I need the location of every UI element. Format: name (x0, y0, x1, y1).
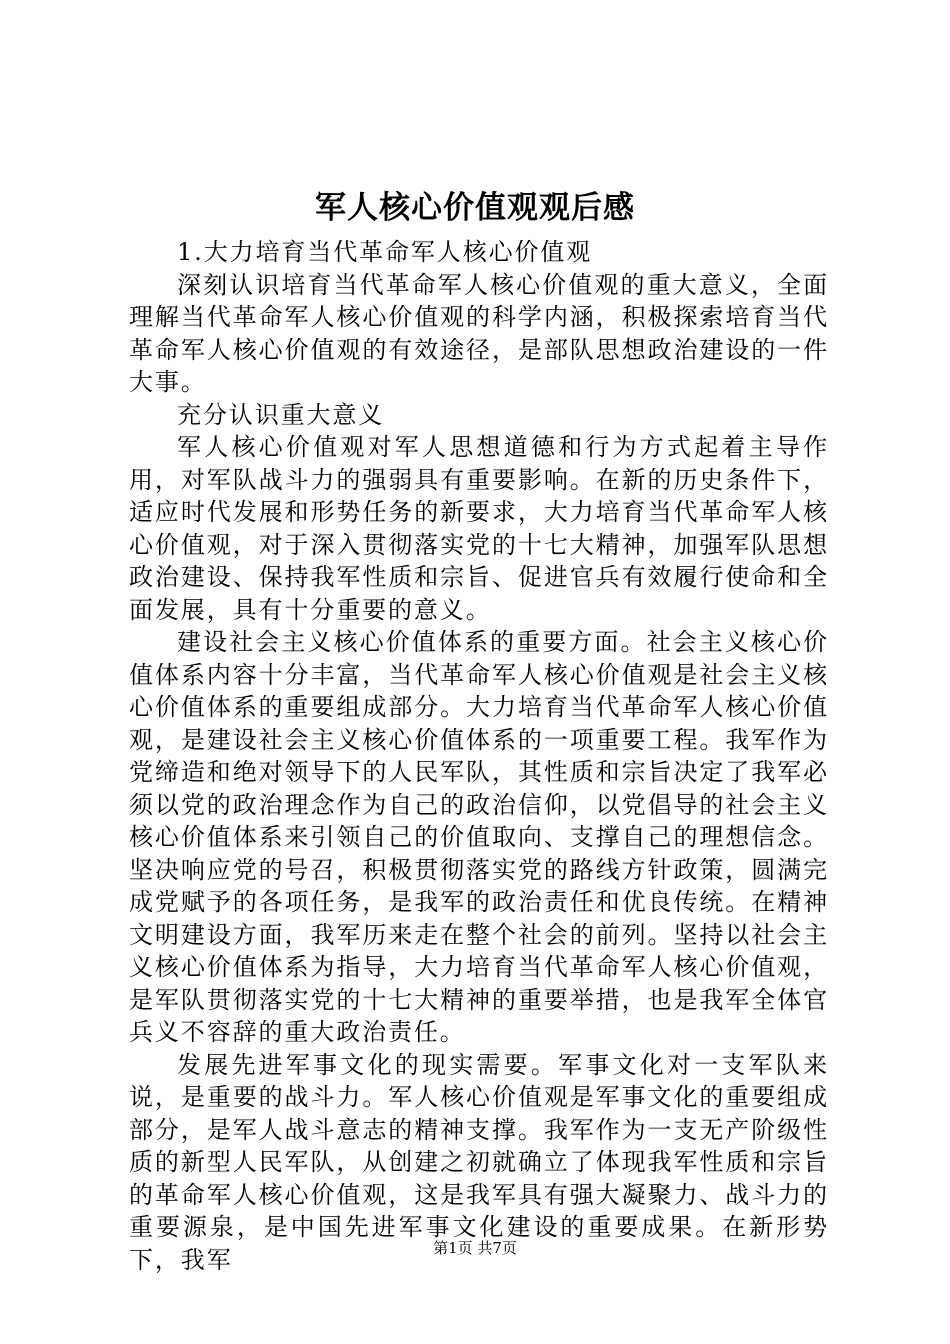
paragraph: 军人核心价值观对军人思想道德和行为方式起着主导作用，对军队战斗力的强弱具有重要影响。在新的历史条件下，适应时代发展和形势任务的新要求，大力培育当代革命军人核心价值观，对于深入贯彻落实党的十七大精神，加强军队思想政治建设、保持我军性质和宗旨、促进官兵有效履行使命和全面发展，具有十分重要的意义。 (129, 433, 829, 624)
paragraph: 建设社会主义核心价值体系的重要方面。社会主义核心价值体系内容十分丰富，当代革命军人核心价值观是社会主义核心价值体系的重要组成部分。大力培育当代革命军人核心价值观，是建设社会主义核心价值体系的一项重要工程。我军作为党缔造和绝对领导下的人民军队，其性质和宗旨决定了我军必须以党的政治理念作为自己的政治信仰，以党倡导的社会主义核心价值体系来引领自己的价值取向、支撑自己的理想信念。坚决响应党的号召，积极贯彻落实党的路线方针政策，圆满完成党赋予的各项任务，是我军的政治责任和优良传统。在精神文明建设方面，我军历来走在整个社会的前列。坚持以社会主义核心价值体系为指导，大力培育当代革命军人核心价值观，是军队贯彻落实党的十七大精神的重要举措，也是我军全体官兵义不容辞的重大政治责任。 (129, 628, 829, 1046)
paragraph-subheading: 充分认识重大意义 (177, 400, 385, 429)
document-title: 军人核心价值观观后感 (315, 190, 635, 226)
paragraph: 发展先进军事文化的现实需要。军事文化对一支军队来说，是重要的战斗力。军人核心价值观是军事文化的重要组成部分，是军人战斗意志的精神支撑。我军作为一支无产阶级性质的新型人民军队，从创建之初就确立了体现我军性质和宗旨的革命军人核心价值观，这是我军具有强大凝聚力、战斗力的重要源泉，是中国先进军事文化建设的重要成果。在新形势下，我军 (129, 1050, 829, 1274)
paragraph: 深刻认识培育当代革命军人核心价值观的重大意义，全面理解当代革命军人核心价值观的科学内涵，积极探索培育当代革命军人核心价值观的有效途径，是部队思想政治建设的一件大事。 (129, 270, 829, 396)
paragraph-heading-1: 1.大力培育当代革命军人核心价值观 (177, 238, 593, 266)
document-body (129, 236, 829, 1276)
page-footer: 第1页 共7页 (433, 1239, 517, 1257)
